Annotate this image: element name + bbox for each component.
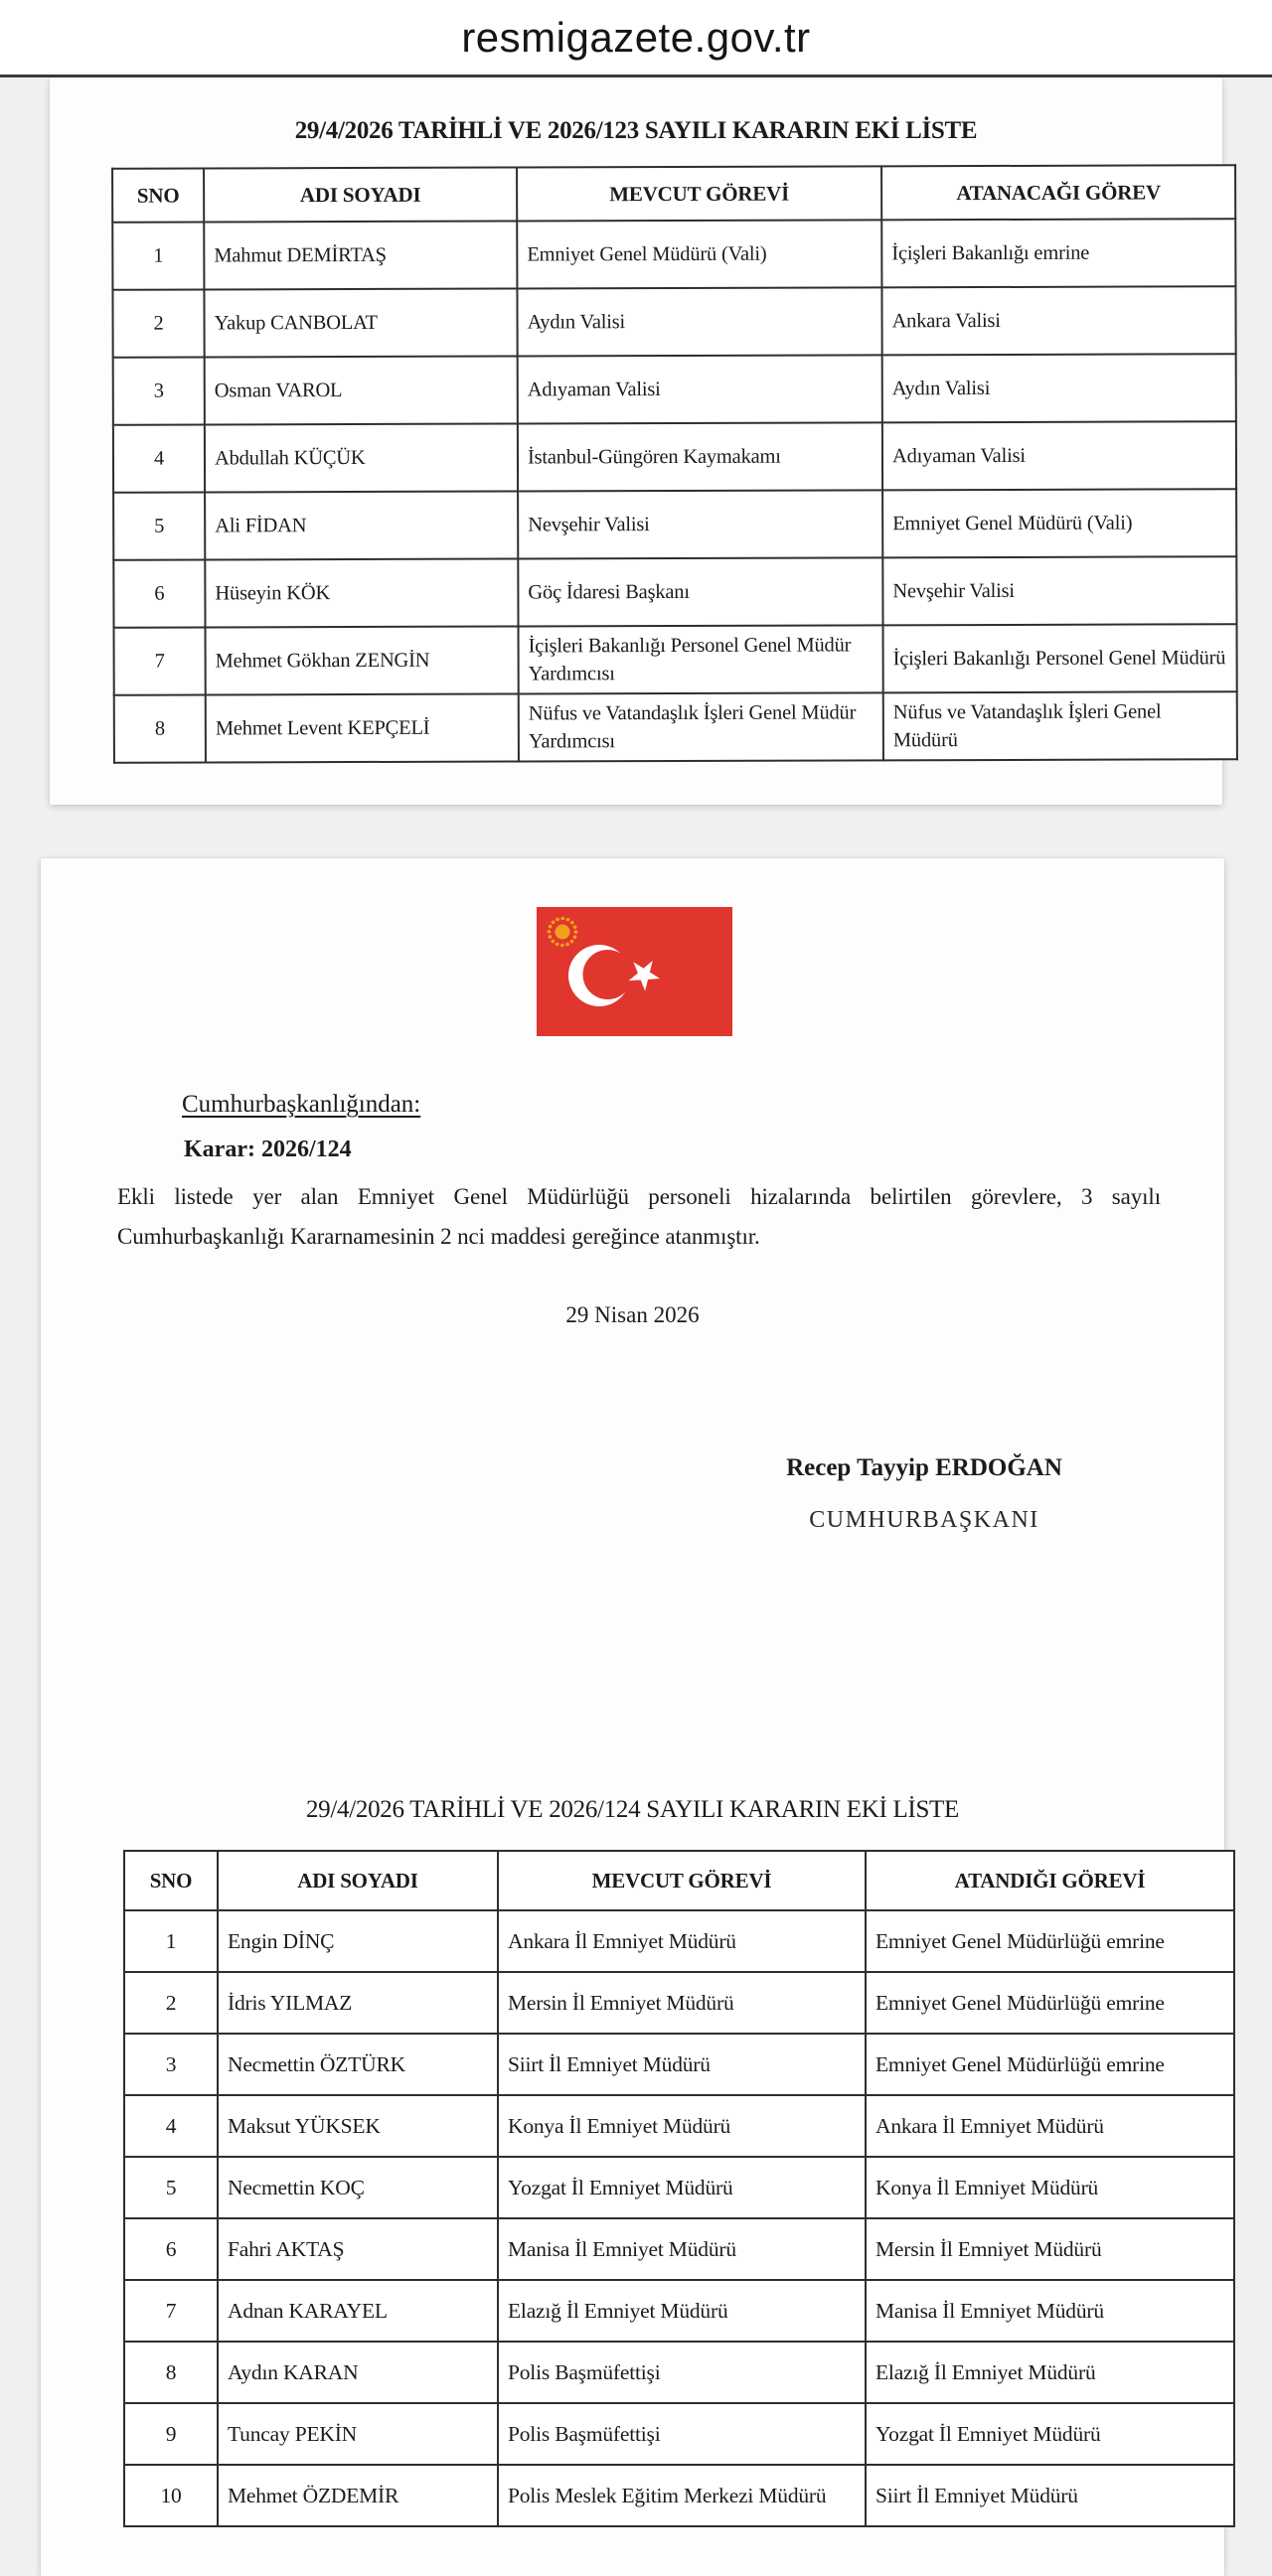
- document-page-decree-123: [50, 77, 1226, 805]
- row-number-cell: 6: [124, 2218, 218, 2280]
- table-cell: Polis Meslek Eğitim Merkezi Müdürü: [498, 2465, 866, 2526]
- table-cell: İstanbul-Güngören Kaymakamı: [518, 422, 882, 491]
- table-cell: Osman VAROL: [205, 356, 518, 424]
- table-cell: Necmettin KOÇ: [218, 2157, 498, 2218]
- row-number-cell: 5: [113, 492, 205, 559]
- row-number-cell: 9: [124, 2403, 218, 2465]
- row-number-cell: 5: [124, 2157, 218, 2218]
- table-cell: Adnan KARAYEL: [218, 2280, 498, 2342]
- row-number-cell: 3: [113, 357, 205, 424]
- table-cell: Konya İl Emniyet Müdürü: [498, 2095, 866, 2157]
- table-cell: Siirt İl Emniyet Müdürü: [866, 2465, 1234, 2526]
- site-title: resmigazete.gov.tr: [461, 13, 811, 61]
- table-cell: Tuncay PEKİN: [218, 2403, 498, 2465]
- table-row: [113, 489, 1236, 560]
- table-cell: Mersin İl Emniyet Müdürü: [498, 1972, 866, 2034]
- row-number-cell: 7: [124, 2280, 218, 2342]
- table-row: [124, 1910, 1234, 1972]
- table-header-row: [112, 165, 1235, 223]
- table-header-row: [124, 1851, 1234, 1910]
- table-row: [124, 2403, 1234, 2465]
- table-cell: Yakup CANBOLAT: [204, 288, 517, 357]
- row-number-cell: 7: [114, 627, 206, 694]
- row-number-cell: 2: [112, 289, 204, 357]
- presidential-sun: [556, 925, 570, 940]
- decree-124-list-title: 29/4/2026 TARİHLİ VE 2026/124 SAYILI KARARIN EKİ LİSTE: [305, 1795, 959, 1823]
- signer-name: Recep Tayyip ERDOĞAN: [786, 1454, 1062, 1481]
- table-cell: Nüfus ve Vatandaşlık İşleri Genel Müdür Yardımcısı: [519, 692, 883, 761]
- table-cell: Nevşehir Valisi: [518, 490, 882, 558]
- signature-block: [626, 1450, 1222, 1538]
- table-cell: Adıyaman Valisi: [882, 421, 1236, 490]
- table-cell: Fahri AKTAŞ: [218, 2218, 498, 2280]
- column-header: ATANACAĞI GÖREV: [881, 165, 1235, 220]
- table-cell: Konya İl Emniyet Müdürü: [866, 2157, 1234, 2218]
- table-cell: Necmettin ÖZTÜRK: [218, 2034, 498, 2095]
- table-cell: İçişleri Bakanlığı emrine: [881, 219, 1235, 287]
- table-cell: Manisa İl Emniyet Müdürü: [498, 2218, 866, 2280]
- table-row: [112, 219, 1235, 290]
- table-cell: Abdullah KÜÇÜK: [205, 423, 518, 492]
- decree-date: 29 Nisan 2026: [565, 1302, 700, 1327]
- table-cell: Göç İdaresi Başkanı: [518, 557, 882, 626]
- row-number-cell: 4: [124, 2095, 218, 2157]
- row-number-cell: 4: [113, 424, 205, 492]
- column-header: SNO: [124, 1851, 218, 1910]
- row-number-cell: 1: [112, 222, 204, 289]
- table-cell: Mehmet Gökhan ZENGİN: [206, 626, 519, 694]
- table-cell: Nevşehir Valisi: [882, 556, 1236, 625]
- table-row: [114, 624, 1237, 695]
- table-cell: Yozgat İl Emniyet Müdürü: [866, 2403, 1234, 2465]
- crescent-inner: [583, 950, 633, 999]
- table-cell: Mehmet Levent KEPÇELİ: [206, 693, 519, 762]
- table-cell: İçişleri Bakanlığı Personel Genel Müdürü: [883, 624, 1237, 692]
- appointment-table-decree-124: [123, 1850, 1235, 2527]
- table-cell: Manisa İl Emniyet Müdürü: [866, 2280, 1234, 2342]
- table-row: [124, 2280, 1234, 2342]
- decree-123-list-title: 29/4/2026 TARİHLİ VE 2026/123 SAYILI KARARIN EKİ LİSTE: [294, 116, 978, 144]
- row-number-cell: 8: [124, 2342, 218, 2403]
- table-row: [112, 286, 1235, 358]
- table-cell: Siirt İl Emniyet Müdürü: [498, 2034, 866, 2095]
- row-number-cell: 3: [124, 2034, 218, 2095]
- table-cell: Ali FİDAN: [205, 491, 518, 559]
- table-cell: Elazığ İl Emniyet Müdürü: [498, 2280, 866, 2342]
- table-cell: Emniyet Genel Müdürlüğü emrine: [866, 1972, 1234, 2034]
- table-row: [124, 1972, 1234, 2034]
- table-cell: Aydın Valisi: [517, 287, 881, 356]
- table-cell: Nüfus ve Vatandaşlık İşleri Genel Müdürü: [883, 691, 1237, 760]
- site-header: [0, 0, 1272, 77]
- column-header: MEVCUT GÖREVİ: [517, 166, 881, 221]
- table-cell: Adıyaman Valisi: [518, 355, 882, 423]
- table-row: [113, 556, 1236, 628]
- table-cell: Emniyet Genel Müdürü (Vali): [517, 220, 881, 288]
- table-cell: Ankara Valisi: [881, 286, 1235, 355]
- decision-number: Karar: 2026/124: [184, 1136, 352, 1162]
- table-cell: Mahmut DEMİRTAŞ: [204, 221, 517, 289]
- table-row: [114, 691, 1237, 763]
- table-cell: Yozgat İl Emniyet Müdürü: [498, 2157, 866, 2218]
- table-cell: Hüseyin KÖK: [205, 558, 518, 627]
- issuer-line: Cumhurbaşkanlığından:: [182, 1091, 421, 1118]
- row-number-cell: 10: [124, 2465, 218, 2526]
- table-cell: Aydın Valisi: [882, 354, 1236, 422]
- table-cell: Maksut YÜKSEK: [218, 2095, 498, 2157]
- table-row: [124, 2095, 1234, 2157]
- column-header: MEVCUT GÖREVİ: [498, 1851, 866, 1910]
- table-cell: Emniyet Genel Müdürlüğü emrine: [866, 1910, 1234, 1972]
- row-number-cell: 8: [114, 694, 206, 762]
- table-cell: Polis Başmüfettişi: [498, 2403, 866, 2465]
- column-header: ADI SOYADI: [218, 1851, 498, 1910]
- table-row: [124, 2342, 1234, 2403]
- table-cell: Mersin İl Emniyet Müdürü: [866, 2218, 1234, 2280]
- appointment-table-decree-123: [111, 164, 1238, 764]
- table-row: [113, 421, 1236, 493]
- signer-title: CUMHURBAŞKANI: [809, 1507, 1039, 1533]
- row-number-cell: 1: [124, 1910, 218, 1972]
- document-page-decree-124: [41, 858, 1224, 2576]
- table-cell: Engin DİNÇ: [218, 1910, 498, 1972]
- decree-body-text: Ekli listede yer alan Emniyet Genel Müdürlüğü personeli hizalarında belirtilen görevlere, 3 sayılı Cumhurbaşkanlığı Kararnamesinin 2 nci maddesi gereğince atanmıştır.: [117, 1184, 1161, 1249]
- turkish-presidential-flag-icon: [537, 907, 732, 1036]
- table-cell: Mehmet ÖZDEMİR: [218, 2465, 498, 2526]
- column-header: SNO: [112, 168, 204, 222]
- table-row: [124, 2157, 1234, 2218]
- table-row: [124, 2034, 1234, 2095]
- row-number-cell: 6: [113, 559, 205, 627]
- table-cell: Polis Başmüfettişi: [498, 2342, 866, 2403]
- table-row: [113, 354, 1236, 425]
- column-header: ATANDIĞI GÖREVİ: [866, 1851, 1234, 1910]
- table-row: [124, 2465, 1234, 2526]
- table-cell: Emniyet Genel Müdürlüğü emrine: [866, 2034, 1234, 2095]
- table-cell: Elazığ İl Emniyet Müdürü: [866, 2342, 1234, 2403]
- column-header: ADI SOYADI: [204, 167, 517, 222]
- table-cell: Aydın KARAN: [218, 2342, 498, 2403]
- table-cell: Ankara İl Emniyet Müdürü: [866, 2095, 1234, 2157]
- table-cell: İçişleri Bakanlığı Personel Genel Müdür Yardımcısı: [519, 625, 883, 693]
- table-cell: İdris YILMAZ: [218, 1972, 498, 2034]
- table-cell: Ankara İl Emniyet Müdürü: [498, 1910, 866, 1972]
- row-number-cell: 2: [124, 1972, 218, 2034]
- table-cell: Emniyet Genel Müdürü (Vali): [882, 489, 1236, 557]
- table-row: [124, 2218, 1234, 2280]
